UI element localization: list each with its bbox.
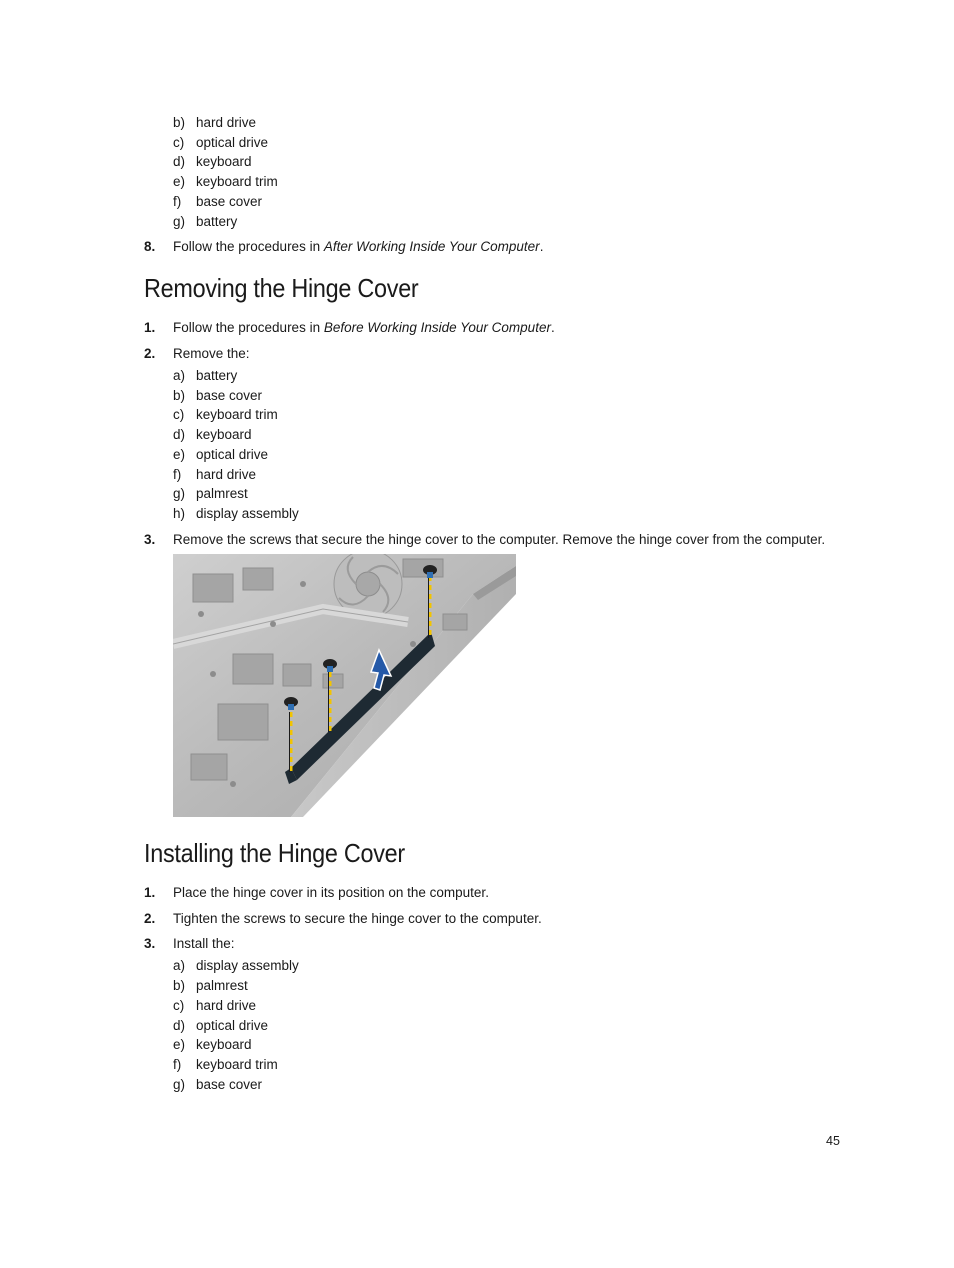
- list-item: d) keyboard: [173, 427, 252, 442]
- step-text: Tighten the screws to secure the hinge cover to the computer.: [173, 911, 542, 926]
- list-item: c) keyboard trim: [173, 407, 278, 422]
- step-number: 3.: [144, 532, 156, 547]
- step-text: Install the:: [173, 936, 235, 951]
- list-item: d) optical drive: [173, 1018, 269, 1033]
- section-title-installing: Installing the Hinge Cover: [144, 838, 405, 868]
- list-item: h) display assembly: [173, 506, 299, 521]
- list-item: e) optical drive: [173, 447, 269, 462]
- step-number: 8.: [144, 239, 156, 254]
- step-number: 1.: [144, 885, 156, 900]
- page-number: 45: [826, 1134, 840, 1148]
- cross-reference-link[interactable]: After Working Inside Your Computer: [323, 239, 540, 254]
- list-item: a) battery: [173, 368, 238, 383]
- list-item: f) keyboard trim: [173, 1057, 278, 1072]
- list-item: c) hard drive: [173, 998, 257, 1013]
- list-item: d) keyboard: [173, 154, 252, 169]
- list-item: g) palmrest: [173, 486, 248, 501]
- laptop-base-illustration: [173, 554, 516, 817]
- list-item: b) palmrest: [173, 978, 248, 993]
- list-item: e) keyboard: [173, 1037, 252, 1052]
- step-number: 1.: [144, 320, 156, 335]
- step-number: 2.: [144, 346, 156, 361]
- step-text: Follow the procedures in Before Working Inside Your Computer.: [173, 320, 555, 335]
- list-item: a) display assembly: [173, 958, 299, 973]
- step-text: Follow the procedures in After Working Inside Your Computer.: [173, 239, 544, 254]
- list-item: c) optical drive: [173, 135, 269, 150]
- list-item: b) base cover: [173, 388, 263, 403]
- step-text: Remove the:: [173, 346, 250, 361]
- list-item: g) battery: [173, 214, 238, 229]
- list-item: g) base cover: [173, 1077, 263, 1092]
- step-number: 2.: [144, 911, 156, 926]
- step-number: 3.: [144, 936, 156, 951]
- list-item: f) hard drive: [173, 467, 257, 482]
- step-text: Remove the screws that secure the hinge cover to the computer. Remove the hinge cover from the computer.: [173, 532, 826, 547]
- cross-reference-link[interactable]: Before Working Inside Your Computer: [323, 320, 551, 335]
- hinge-cover-illustration: [173, 554, 516, 817]
- step-text: Place the hinge cover in its position on the computer.: [173, 885, 489, 900]
- list-item: f) base cover: [173, 194, 263, 209]
- list-item: e) keyboard trim: [173, 174, 278, 189]
- list-item: b) hard drive: [173, 115, 257, 130]
- section-title-removing: Removing the Hinge Cover: [144, 273, 419, 303]
